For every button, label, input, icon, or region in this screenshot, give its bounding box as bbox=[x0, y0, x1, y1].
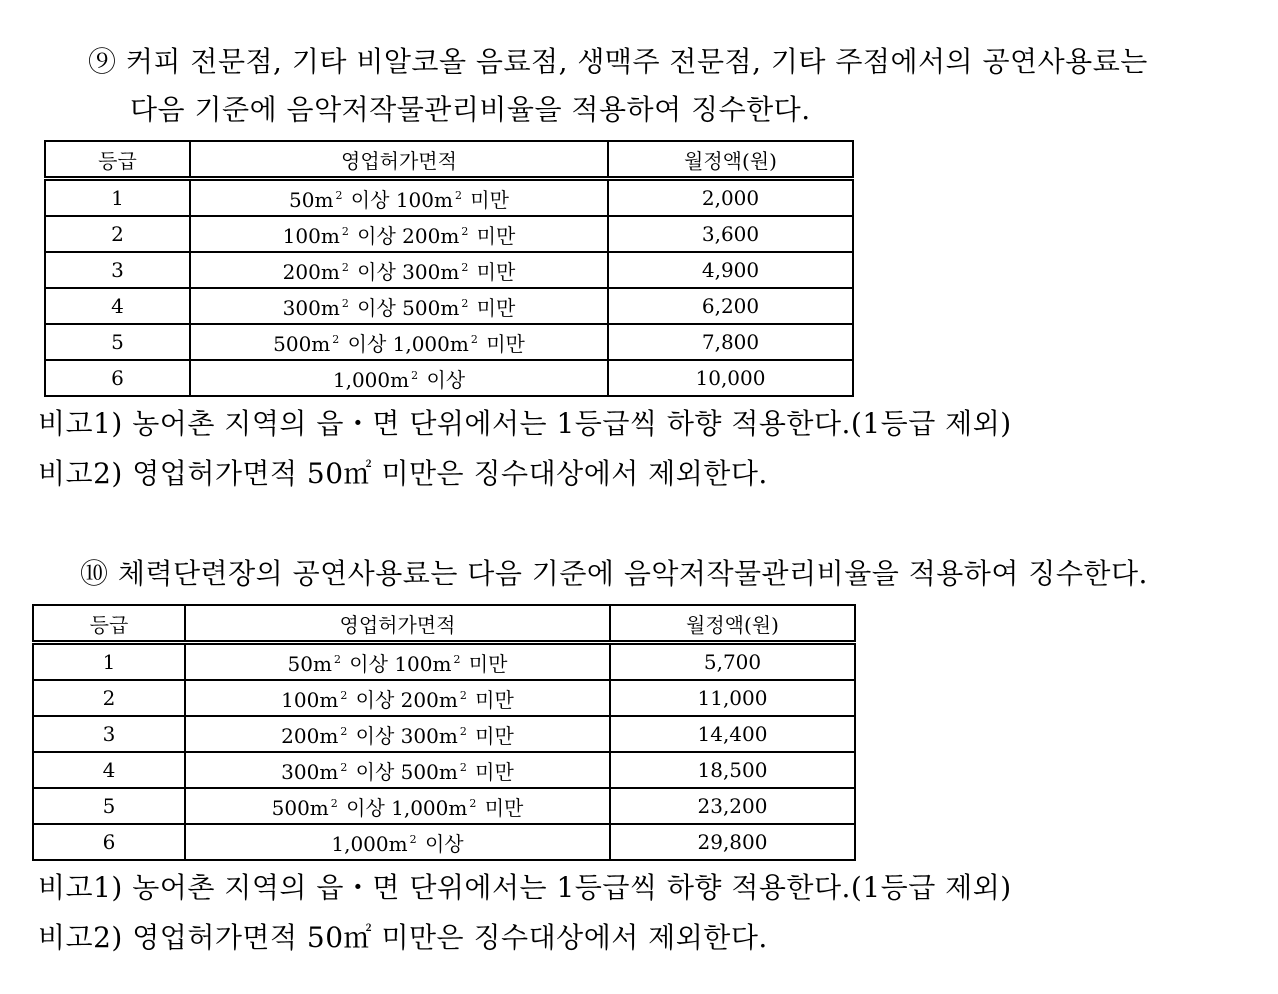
grade-cell: 6 bbox=[45, 360, 190, 396]
area-mid: 이상 bbox=[350, 295, 403, 320]
area-from: 1,000m bbox=[331, 831, 408, 856]
square-mark: 2 bbox=[409, 832, 417, 846]
area-cell bbox=[185, 716, 610, 752]
section1-title-line1: ⑨ 커피 전문점, 기타 비알코올 음료점, 생맥주 전문점, 기타 주점에서의 공연사용료는 bbox=[88, 45, 1148, 78]
table-row bbox=[45, 216, 853, 252]
area-to: 100m bbox=[395, 187, 453, 212]
area-from: 50m bbox=[289, 187, 334, 212]
section2-note1: 비고1) 농어촌 지역의 읍・면 단위에서는 1등급씩 하향 적용한다.(1등급 제외) bbox=[38, 871, 1012, 904]
square-mark: 2 bbox=[341, 260, 349, 274]
square-mark: 2 bbox=[335, 188, 343, 202]
grade-cell: 4 bbox=[45, 288, 190, 324]
area-tail: 미만 bbox=[479, 331, 525, 356]
area-tail: 미만 bbox=[470, 295, 516, 320]
area-tail: 미만 bbox=[478, 795, 524, 820]
header-area: 영업허가면적 bbox=[190, 141, 608, 179]
area-mid: 이상 bbox=[342, 651, 395, 676]
area-from: 500m bbox=[273, 331, 331, 356]
square-mark: 2 bbox=[454, 188, 462, 202]
area-tail: 미만 bbox=[468, 687, 514, 712]
area-tail: 미만 bbox=[468, 759, 514, 784]
grade-cell: 3 bbox=[33, 716, 185, 752]
area-tail: 미만 bbox=[470, 223, 516, 248]
area-mid: 이상 bbox=[349, 687, 401, 712]
area-cell bbox=[185, 752, 610, 788]
table-row bbox=[33, 824, 855, 860]
square-mark: 2 bbox=[461, 260, 469, 274]
area-mid: 이상 bbox=[350, 223, 403, 248]
area-cell bbox=[190, 179, 608, 217]
square-mark: 2 bbox=[341, 296, 349, 310]
square-mark: 2 bbox=[340, 688, 348, 702]
area-from: 300m bbox=[282, 295, 340, 320]
area-from: 200m bbox=[282, 259, 340, 284]
section2-note2: 비고2) 영업허가면적 50㎡ 미만은 징수대상에서 제외한다. bbox=[38, 921, 768, 954]
table-row bbox=[33, 788, 855, 824]
area-mid: 이상 bbox=[341, 331, 393, 356]
table-header-row bbox=[33, 605, 855, 643]
area-from: 50m bbox=[287, 651, 332, 676]
area-mid: 이상 bbox=[349, 759, 401, 784]
square-mark: 2 bbox=[330, 796, 338, 810]
amount-cell: 4,900 bbox=[608, 252, 853, 288]
table-row bbox=[33, 680, 855, 716]
area-mid: 이상 bbox=[339, 795, 392, 820]
area-cell bbox=[190, 288, 608, 324]
area-to: 500m bbox=[400, 759, 458, 784]
header-area: 영업허가면적 bbox=[185, 605, 610, 643]
amount-cell: 14,400 bbox=[610, 716, 855, 752]
table-header-row bbox=[45, 141, 853, 179]
table-row bbox=[45, 360, 853, 396]
header-amount: 월정액(원) bbox=[608, 141, 853, 179]
table-row bbox=[45, 252, 853, 288]
grade-cell: 3 bbox=[45, 252, 190, 288]
header-grade: 등급 bbox=[33, 605, 185, 643]
square-mark: 2 bbox=[453, 652, 461, 666]
area-mid: 이상 bbox=[418, 831, 464, 856]
section1-note2: 비고2) 영업허가면적 50㎡ 미만은 징수대상에서 제외한다. bbox=[38, 457, 768, 490]
area-tail: 미만 bbox=[468, 723, 514, 748]
amount-cell: 7,800 bbox=[608, 324, 853, 360]
amount-cell: 18,500 bbox=[610, 752, 855, 788]
section2-title: ⑩ 체력단련장의 공연사용료는 다음 기준에 음악저작물관리비율을 적용하여 징수한다. bbox=[80, 557, 1148, 590]
grade-cell: 5 bbox=[45, 324, 190, 360]
grade-cell: 5 bbox=[33, 788, 185, 824]
amount-cell: 11,000 bbox=[610, 680, 855, 716]
section1-note1: 비고1) 농어촌 지역의 읍・면 단위에서는 1등급씩 하향 적용한다.(1등급 제외) bbox=[38, 407, 1012, 440]
area-cell bbox=[190, 324, 608, 360]
area-cell bbox=[185, 824, 610, 860]
square-mark: 2 bbox=[332, 332, 340, 346]
square-mark: 2 bbox=[340, 760, 348, 774]
grade-cell: 1 bbox=[33, 643, 185, 681]
amount-cell: 6,200 bbox=[608, 288, 853, 324]
area-cell bbox=[190, 360, 608, 396]
area-cell bbox=[185, 680, 610, 716]
area-cell bbox=[185, 788, 610, 824]
area-from: 100m bbox=[281, 687, 339, 712]
area-to: 1,000m bbox=[391, 795, 468, 820]
area-mid: 이상 bbox=[420, 367, 466, 392]
square-mark: 2 bbox=[411, 368, 419, 382]
square-mark: 2 bbox=[470, 332, 478, 346]
area-cell bbox=[190, 216, 608, 252]
table-row bbox=[45, 324, 853, 360]
square-mark: 2 bbox=[340, 724, 348, 738]
grade-cell: 2 bbox=[33, 680, 185, 716]
area-tail: 미만 bbox=[470, 259, 516, 284]
area-from: 500m bbox=[271, 795, 329, 820]
table-row bbox=[33, 716, 855, 752]
amount-cell: 2,000 bbox=[608, 179, 853, 217]
table-row bbox=[33, 752, 855, 788]
amount-cell: 23,200 bbox=[610, 788, 855, 824]
amount-cell: 29,800 bbox=[610, 824, 855, 860]
area-from: 100m bbox=[282, 223, 340, 248]
section1-title-line2: 다음 기준에 음악저작물관리비율을 적용하여 징수한다. bbox=[130, 93, 811, 126]
area-tail: 미만 bbox=[462, 651, 508, 676]
amount-cell: 5,700 bbox=[610, 643, 855, 681]
header-grade: 등급 bbox=[45, 141, 190, 179]
area-from: 1,000m bbox=[332, 367, 410, 392]
square-mark: 2 bbox=[459, 724, 467, 738]
area-from: 300m bbox=[281, 759, 339, 784]
table-row bbox=[45, 179, 853, 217]
grade-cell: 1 bbox=[45, 179, 190, 217]
area-cell bbox=[190, 252, 608, 288]
grade-cell: 4 bbox=[33, 752, 185, 788]
square-mark: 2 bbox=[461, 296, 469, 310]
square-mark: 2 bbox=[461, 224, 469, 238]
fee-table-fitness bbox=[32, 604, 856, 861]
grade-cell: 2 bbox=[45, 216, 190, 252]
fee-table-cafe bbox=[44, 140, 854, 397]
amount-cell: 3,600 bbox=[608, 216, 853, 252]
area-to: 500m bbox=[402, 295, 460, 320]
grade-cell: 6 bbox=[33, 824, 185, 860]
area-cell bbox=[185, 643, 610, 681]
amount-cell: 10,000 bbox=[608, 360, 853, 396]
area-from: 200m bbox=[281, 723, 339, 748]
square-mark: 2 bbox=[333, 652, 341, 666]
area-to: 300m bbox=[402, 259, 460, 284]
square-mark: 2 bbox=[459, 760, 467, 774]
area-to: 1,000m bbox=[392, 331, 469, 356]
header-amount: 월정액(원) bbox=[610, 605, 855, 643]
area-to: 100m bbox=[394, 651, 452, 676]
square-mark: 2 bbox=[341, 224, 349, 238]
square-mark: 2 bbox=[469, 796, 477, 810]
area-mid: 이상 bbox=[350, 259, 403, 284]
area-mid: 이상 bbox=[349, 723, 401, 748]
table-row bbox=[45, 288, 853, 324]
area-to: 300m bbox=[400, 723, 458, 748]
area-to: 200m bbox=[402, 223, 460, 248]
area-to: 200m bbox=[400, 687, 458, 712]
square-mark: 2 bbox=[459, 688, 467, 702]
area-tail: 미만 bbox=[463, 187, 509, 212]
table-row bbox=[33, 643, 855, 681]
area-mid: 이상 bbox=[344, 187, 396, 212]
